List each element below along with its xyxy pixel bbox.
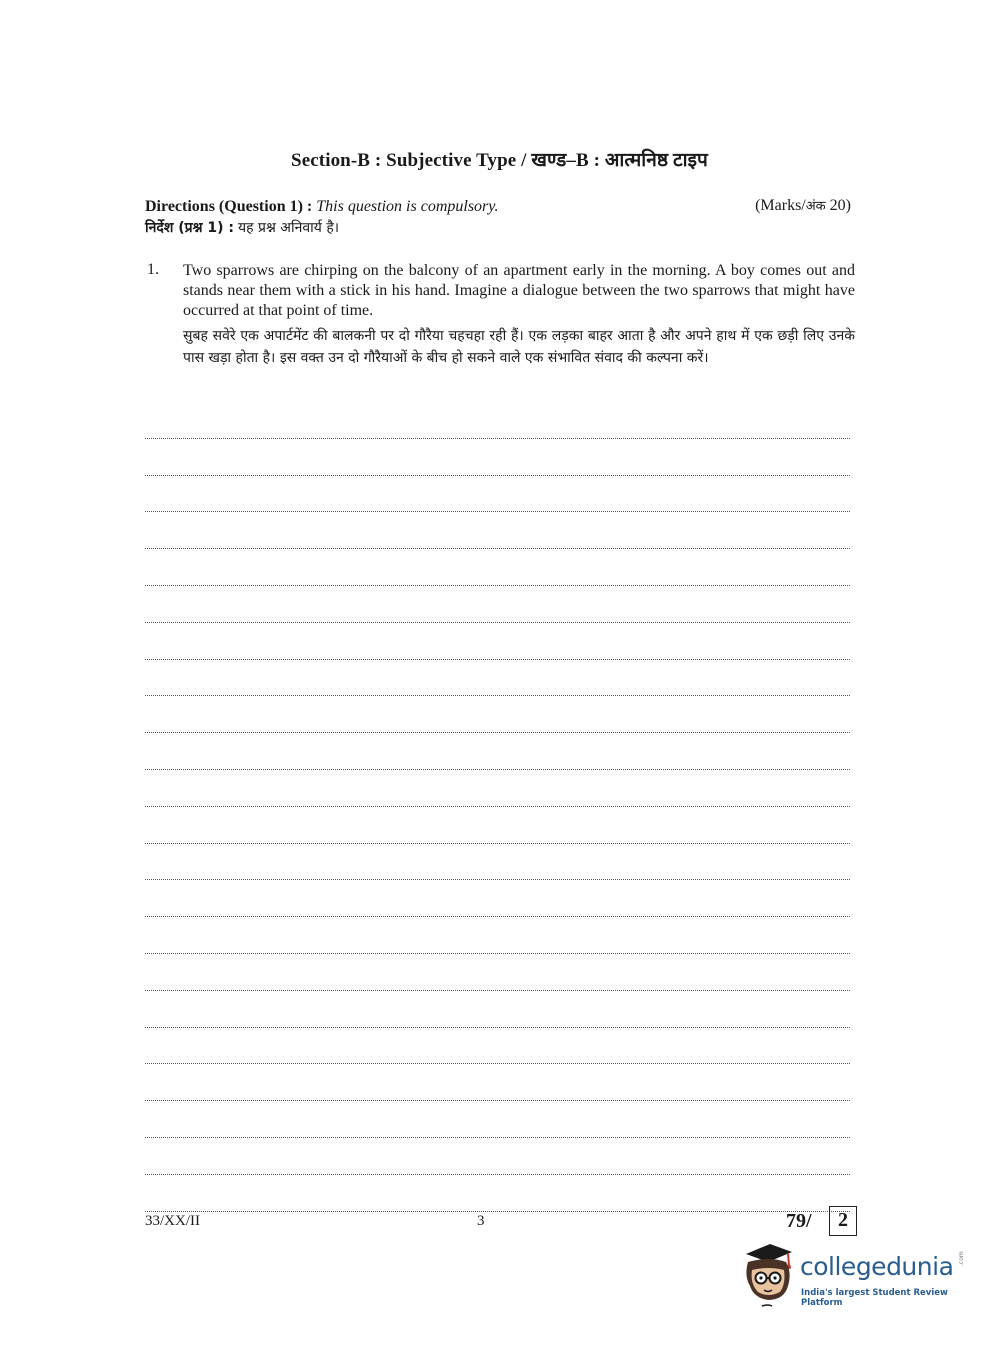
question-text-english: Two sparrows are chirping on the balcony of an apartment early in the morning. A boy comes out and stands near them with a stick in his hand. Imagine a dialogue between the two sparrows that might have occurred at that point of time.: [183, 262, 855, 319]
answer-line[interactable]: [145, 439, 850, 476]
answer-line[interactable]: [145, 1028, 850, 1065]
marks-hindi: अंक: [805, 199, 826, 214]
marks-prefix: (Marks/: [755, 197, 806, 214]
directions-text-hindi: यह प्रश्न अनिवार्य है।: [237, 220, 340, 236]
answer-line[interactable]: [145, 880, 850, 917]
question-body: [183, 261, 855, 369]
directions-text: This question is compulsory.: [316, 198, 499, 215]
answer-line[interactable]: [145, 844, 850, 881]
set-box: 2: [829, 1206, 857, 1236]
brand-name: collegedunia: [800, 1252, 954, 1281]
answer-line[interactable]: [145, 1175, 850, 1212]
question-number: 1.: [147, 261, 159, 278]
answer-line[interactable]: [145, 476, 850, 513]
answer-line[interactable]: [145, 1138, 850, 1175]
brand-logo: [740, 1240, 970, 1310]
brand-dotcom: .com: [958, 1251, 965, 1266]
answer-line[interactable]: [145, 733, 850, 770]
directions: [145, 196, 855, 239]
answer-area[interactable]: [145, 402, 850, 1212]
marks-label: [755, 196, 851, 215]
directions-english: [145, 196, 855, 217]
answer-line[interactable]: [145, 402, 850, 439]
question-text-hindi: सुबह सवेरे एक अपार्टमेंट की बालकनी पर दो गौरैया चहचहा रही हैं। एक लड़का बाहर आता है और अपने हाथ में एक छड़ी लिए उनके पास खड़ा होता है। इस वक्त उन दो गौरैयाओं के बीच हो सकने वाले एक संभावित संवाद की कल्पना करें।: [183, 328, 855, 366]
answer-line[interactable]: [145, 1101, 850, 1138]
answer-line[interactable]: [145, 954, 850, 991]
answer-line[interactable]: [145, 549, 850, 586]
answer-line[interactable]: [145, 807, 850, 844]
answer-line[interactable]: [145, 991, 850, 1028]
directions-hindi: [145, 217, 855, 239]
marks-value: 20): [825, 197, 851, 214]
answer-line[interactable]: [145, 917, 850, 954]
section-title: Section-B : Subjective Type / खण्ड–B : आत्मनिष्ठ टाइप: [291, 150, 708, 171]
set-number: 79/: [786, 1210, 812, 1232]
answer-line[interactable]: [145, 696, 850, 733]
answer-line[interactable]: [145, 770, 850, 807]
directions-label-hindi: निर्देश (प्रश्न 1) :: [145, 220, 234, 236]
question-1: [145, 261, 855, 369]
directions-label: Directions (Question 1) :: [145, 198, 313, 215]
answer-line[interactable]: [145, 623, 850, 660]
paper-code: 33/XX/II: [145, 1213, 200, 1229]
answer-line[interactable]: [145, 586, 850, 623]
page-number: 3: [477, 1213, 485, 1229]
answer-line[interactable]: [145, 660, 850, 697]
brand-tagline: India's largest Student Review Platform: [801, 1288, 948, 1308]
answer-line[interactable]: [145, 512, 850, 549]
mascot-icon: [740, 1240, 798, 1308]
answer-line[interactable]: [145, 1064, 850, 1101]
